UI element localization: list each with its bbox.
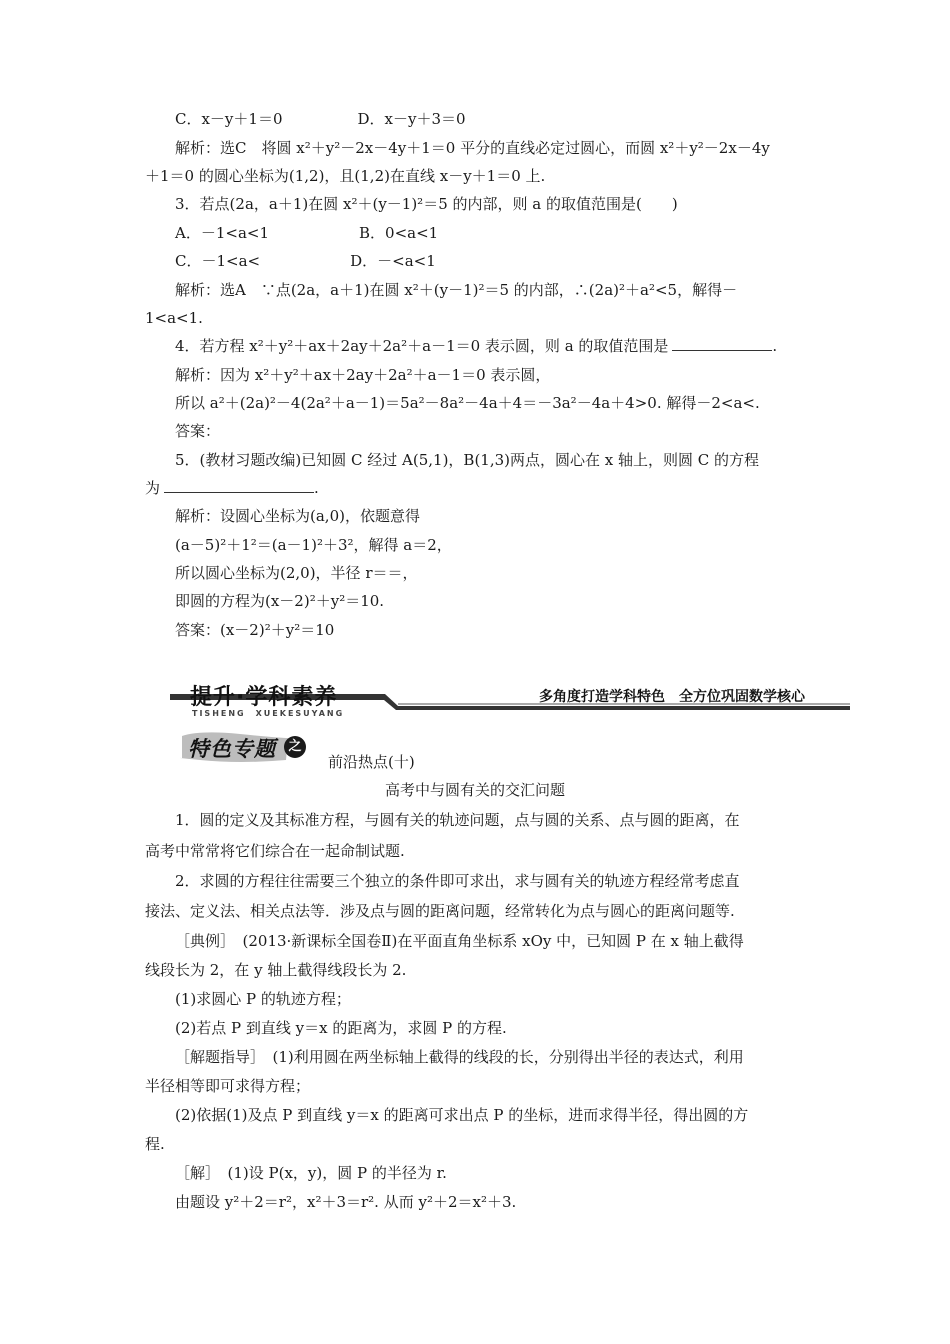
exercise-line — [175, 506, 420, 526]
body-line-text: (1)求圆心 P 的轨迹方程； — [175, 990, 351, 1008]
body-line-text: 1．圆的定义及其标准方程，与圆有关的轨迹问题，点与圆的关系、点与圆的距离，在 — [175, 811, 740, 829]
exercise-line-text: 解析：选A ∵点(2a，a＋1)在圆 x²＋(y－1)²＝5 的内部，∴(2a)²＋a²<5，解得－ — [175, 281, 738, 299]
body-line-text: 接法、定义法、相关点法等．涉及点与圆的距离问题，经常转化为点与圆心的距离问题等. — [145, 902, 735, 920]
answer-blank — [164, 478, 314, 493]
body-line — [175, 1018, 507, 1038]
banner-slogan: 多角度打造学科特色 全方位巩固数学核心 — [539, 689, 805, 705]
exercise-line-text: ＋1＝0 的圆心坐标为(1,2)，且(1,2)在直线 x－y＋1＝0 上. — [145, 167, 546, 185]
after-blank-text: . — [314, 479, 319, 497]
after-blank-text: . — [772, 337, 778, 355]
banner-title: 提升·学科素养 — [190, 685, 338, 710]
body-line-text: ［解题指导］ (1)利用圆在两坐标轴上截得的线段的长，分别得出半径的表达式，利用 — [175, 1048, 744, 1066]
body-line — [145, 841, 405, 861]
exercise-line-text: (a－5)²＋1²＝(a－1)²＋3²，解得 a＝2， — [175, 536, 452, 554]
exercise-line-text: 3．若点(2a，a＋1)在圆 x²＋(y－1)²＝5 的内部，则 a 的取值范围是( ) — [175, 195, 678, 213]
body-line-text: 由题设 y²＋2＝r²，x²＋3＝r². 从而 y²＋2＝x²＋3. — [175, 1193, 517, 1211]
exercise-line — [175, 535, 452, 555]
body-line — [145, 1134, 165, 1154]
body-line-text: 2．求圆的方程往往需要三个独立的条件即可求出，求与圆有关的轨迹方程经常考虑直 — [175, 872, 740, 890]
banner-pinyin: TISHENG XUEKESUYANG — [192, 709, 345, 718]
body-line — [175, 1163, 447, 1183]
exercise-line-text: 答案：(x－2)²＋y²＝10 — [175, 621, 335, 639]
exercise-line — [145, 308, 203, 328]
exercise-line — [175, 109, 466, 129]
exercise-line-text: C．x－y＋1＝0 D．x－y＋3＝0 — [175, 110, 466, 128]
body-line-text: ［解］ (1)设 P(x，y)，圆 P 的半径为 r. — [175, 1164, 447, 1182]
exercise-line — [175, 251, 436, 271]
exercise-line-text: 所以 a²＋(2a)²－4(2a²＋a－1)＝5a²－8a²－4a＋4＝－3a²－4a＋4>0. 解得－2<a<. — [175, 394, 760, 412]
exercise-line — [175, 450, 759, 470]
exercise-line — [175, 563, 418, 583]
hot-topic-label: 前沿热点(十) — [328, 753, 415, 771]
exercise-line-text: 即圆的方程为(x－2)²＋y²＝10. — [175, 592, 385, 610]
body-line — [145, 1076, 310, 1096]
body-line-text: 高考中常常将它们综合在一起命制试题. — [145, 842, 405, 860]
exercise-line-text: 解析：设圆心坐标为(a,0)，依题意得 — [175, 507, 420, 525]
body-line — [145, 901, 735, 921]
exercise-line-text: 解析：因为 x²＋y²＋ax＋2ay＋2a²＋a－1＝0 表示圆， — [175, 366, 551, 384]
body-line-text: (2)若点 P 到直线 y＝x 的距离为，求圆 P 的方程. — [175, 1019, 507, 1037]
body-line-text: 半径相等即可求得方程； — [145, 1077, 311, 1095]
exercise-line — [175, 421, 220, 441]
body-line — [175, 1192, 516, 1212]
exercise-line — [175, 620, 334, 640]
exercise-line — [175, 393, 760, 413]
body-line-text: 程. — [145, 1135, 165, 1153]
body-line — [145, 960, 406, 980]
exercise-line — [175, 336, 777, 356]
body-line — [175, 810, 740, 830]
body-line-text: ［典例］ (2013·新课标全国卷Ⅱ)在平面直角坐标系 xOy 中，已知圆 P 在 x 轴上截得 — [175, 932, 744, 950]
body-line — [175, 989, 351, 1009]
feature-topic-badge — [180, 730, 300, 764]
exercise-line-text: 5．(教材习题改编)已知圆 C 经过 A(5,1)，B(1,3)两点，圆心在 x 轴上，则圆 C 的方程 — [175, 451, 760, 469]
feature-zhi-circle: 之 — [284, 736, 306, 758]
exercise-line — [175, 365, 550, 385]
body-line-text: 线段长为 2，在 y 轴上截得线段长为 2. — [145, 961, 407, 979]
body-line-text: (2)依据(1)及点 P 到直线 y＝x 的距离可求出点 P 的坐标，进而求得半径，得出圆的方 — [175, 1106, 749, 1124]
exercise-line — [175, 138, 770, 158]
exercise-line-text: 1<a<1. — [145, 309, 203, 327]
exercise-line-text: 4．若方程 x²＋y²＋ax＋2ay＋2a²＋a－1＝0 表示圆，则 a 的取值范围是 — [175, 337, 669, 355]
exercise-line-text: A．－1<a<1 B．0<a<1 — [175, 224, 439, 242]
exercise-line — [175, 280, 737, 300]
exercise-line — [175, 194, 678, 214]
topic-subtitle: 高考中与圆有关的交汇问题 — [384, 781, 565, 799]
section-banner — [170, 680, 850, 722]
exercise-line-text: 答案： — [175, 422, 221, 440]
exercise-line-text: 所以圆心坐标为(2,0)，半径 r＝＝， — [175, 564, 418, 582]
body-line — [175, 1047, 744, 1067]
exercise-line — [145, 478, 319, 498]
body-line — [175, 931, 744, 951]
answer-blank — [672, 336, 772, 351]
exercise-line — [145, 166, 545, 186]
body-line — [175, 1105, 748, 1125]
exercise-line — [175, 591, 384, 611]
exercise-line-text: 为 — [145, 479, 161, 497]
exercise-line-text: 解析：选C 将圆 x²＋y²－2x－4y＋1＝0 平分的直线必定过圆心，而圆 x²＋y²－2x－4y — [175, 139, 770, 157]
exercise-line — [175, 223, 438, 243]
body-line — [175, 871, 740, 891]
exercise-line-text: C．－1<a< D．－<a<1 — [175, 252, 436, 270]
feature-label: 特色专题 — [188, 737, 276, 761]
